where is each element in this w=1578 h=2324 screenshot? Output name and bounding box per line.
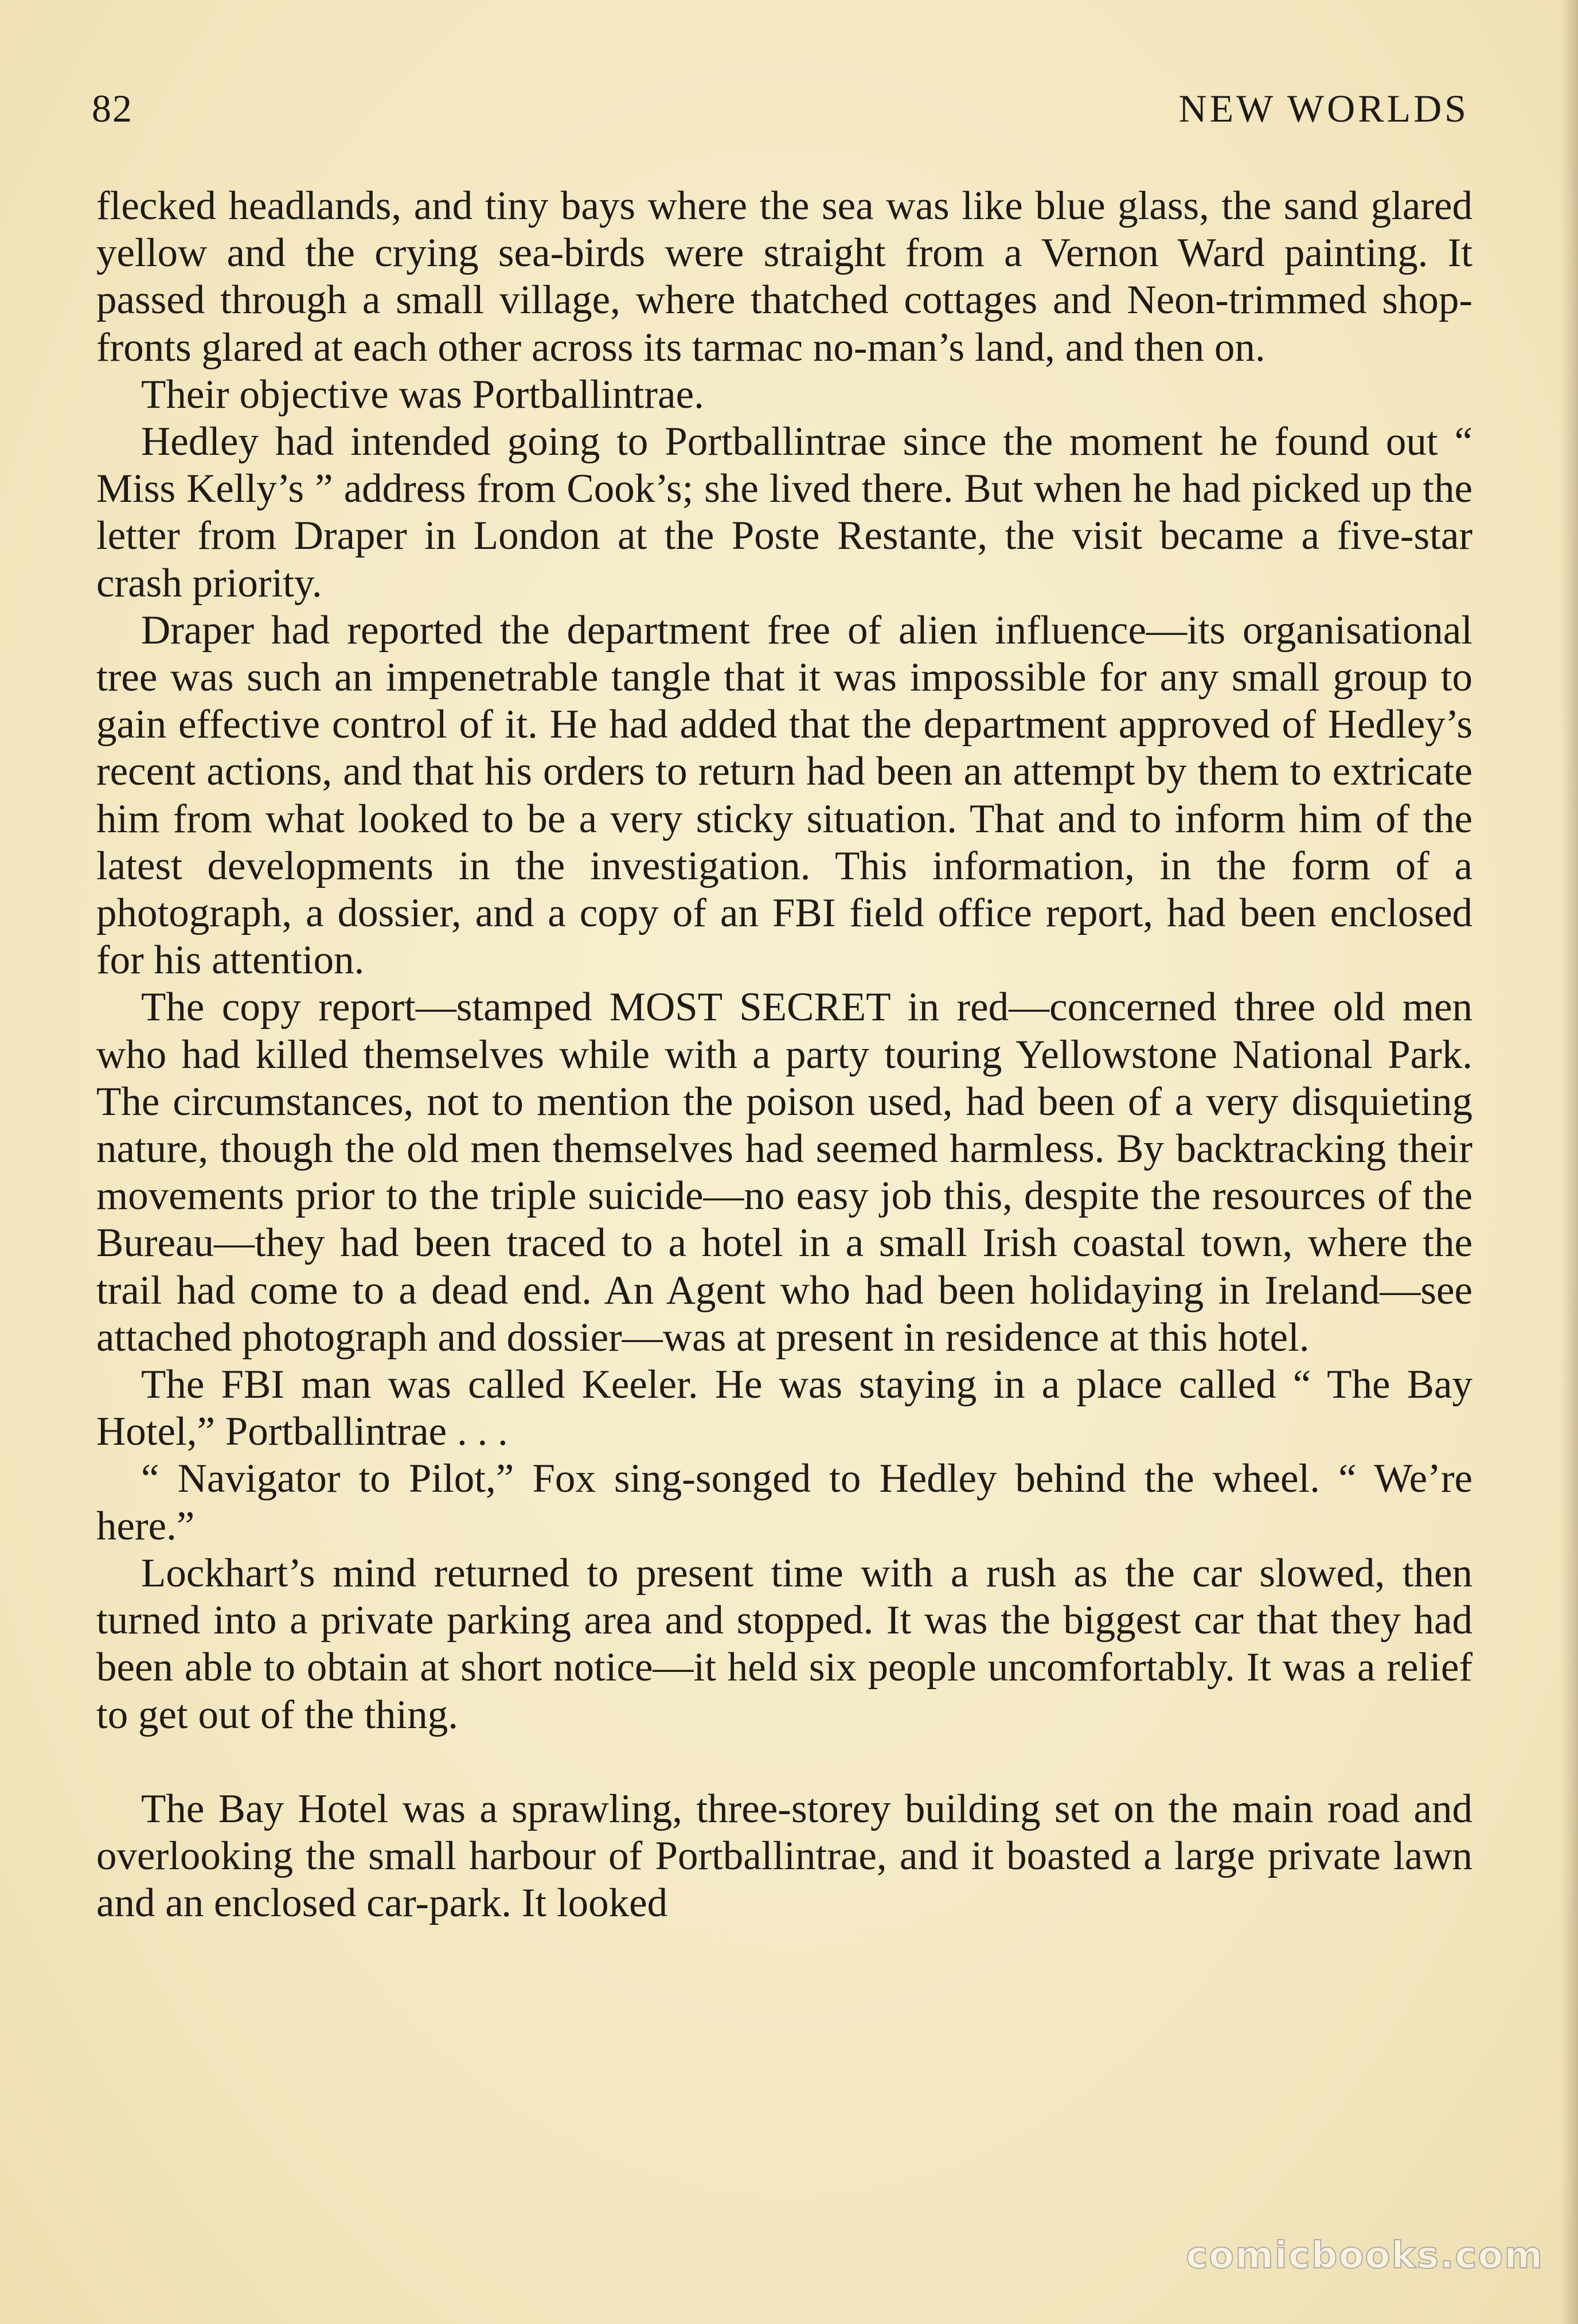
running-head xyxy=(92,86,1469,138)
paragraph: “ Navigator to Pilot,” Fox sing-songed to Hedley behind the wheel. “ We’re here.” xyxy=(96,1456,1472,1549)
page-number: 82 xyxy=(92,87,133,130)
body-text xyxy=(96,182,1472,1927)
magazine-title: NEW WORLDS xyxy=(1178,87,1469,130)
paragraph: Draper had reported the department free of alien influence—its organisational tree was such an impenetrable tangle that it was impossible for any small group to gain effective control of it. He had added that the department approved of Hedley’s recent actions, and that his orders to return had been an attempt by them to extricate him from what looked to be a very sticky situation. That and to inform him of the latest developments in the investigation. This information, in the form of a photograph, a dossier, and a copy of an FBI field office report, had been enclosed for his attention. xyxy=(96,607,1472,983)
paragraph-continued: flecked headlands, and tiny bays where the sea was like blue glass, the sand glared yellow and the crying sea-birds were straight from a Vernon Ward painting. It passed through a small village, where thatched cottages and Neon-trimmed shop-fronts glared at each other across its tarmac no-man’s land, and then on. xyxy=(96,184,1472,370)
paragraph-section-start: The Bay Hotel was a sprawling, three-storey building set on the main road and overlooking the small harbour of Portballintrae, and it boasted a large private lawn and an enclosed car-park. It looked xyxy=(96,1786,1472,1926)
watermark: comicbooks.com xyxy=(1186,2235,1544,2277)
paragraph: Their objective was Portballintrae. xyxy=(141,372,704,417)
paragraph: The FBI man was called Keeler. He was staying in a place called “ The Bay Hotel,” Portballintrae . . . xyxy=(96,1362,1472,1455)
paragraph: Lockhart’s mind returned to present time with a rush as the car slowed, then turned into a private parking area and stopped. It was the biggest car that they had been able to obtain at short notice—it held six people uncomfortably. It was a relief to get out of the thing. xyxy=(96,1550,1472,1737)
paragraph: Hedley had intended going to Portballintrae since the moment he found out “ Miss Kelly’s ” address from Cook’s; she lived there. But when he had picked up the letter from Draper in London at the Poste Restante, the visit became a five-star crash priority. xyxy=(96,419,1472,606)
page-edge-shadow xyxy=(1561,0,1578,2324)
paragraph: The copy report—stamped MOST SECRET in red—concerned three old men who had killed themselves while with a party touring Yellowstone National Park. The circumstances, not to mention the poison used, had been of a very disquieting nature, though the old men themselves had seemed harmless. By backtracking their movements prior to the triple suicide—no easy job this, despite the resources of the Bureau—they had been traced to a hotel in a small Irish coastal town, where the trail had come to a dead end. An Agent who had been holidaying in Ireland—see attached photograph and dossier—was at present in residence at this hotel. xyxy=(96,985,1472,1360)
